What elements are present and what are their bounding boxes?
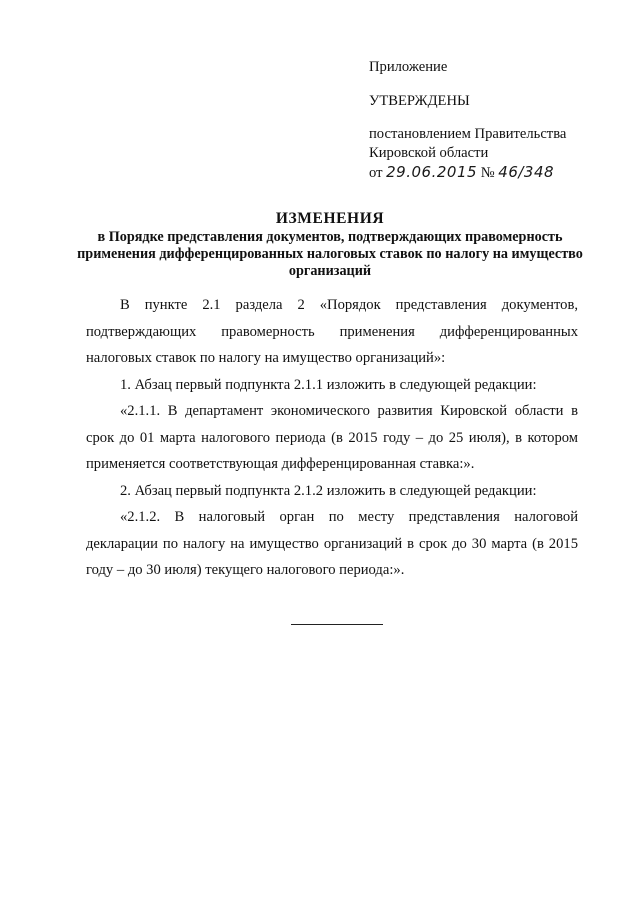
approved-by-line-2: Кировской области	[369, 145, 489, 161]
number-sign: №	[480, 165, 495, 181]
handwritten-date: 29.06.2015	[386, 163, 478, 181]
approved-label: УТВЕРЖДЕНЫ	[369, 93, 470, 109]
closing-divider	[291, 624, 383, 625]
paragraph-quote-2-1-2: «2.1.2. В налоговый орган по месту представления налоговой декларации по налогу на имущество организаций в срок до 30 марта (в 2015 году – до 30 июля) текущего налогового периода:».	[86, 509, 578, 578]
approved-by-line-1: постановлением Правительства	[369, 126, 567, 142]
from-prefix: от	[369, 165, 383, 181]
approval-block	[369, 58, 609, 183]
handwritten-number: 46/348	[498, 163, 555, 181]
paragraph-item-1: 1. Абзац первый подпункта 2.1.1 изложить в следующей редакции:	[120, 376, 537, 393]
document-title: ИЗМЕНЕНИЯ	[275, 210, 385, 227]
document-subtitle: в Порядке представления документов, подтверждающих правомерность применения дифференцированных налоговых ставок по налогу на имущество организаций	[77, 229, 583, 279]
paragraph-item-2: 2. Абзац первый подпункта 2.1.2 изложить в следующей редакции:	[120, 482, 537, 499]
approval-date-number	[369, 163, 609, 183]
document-body	[86, 292, 578, 584]
paragraph-quote-2-1-1: «2.1.1. В департамент экономического развития Кировской области в срок до 01 марта налогового периода (в 2015 году – до 25 июля), в котором применяется соответствующая дифференцированная ставка:».	[86, 403, 578, 472]
appendix-label: Приложение	[369, 59, 448, 75]
document-heading	[70, 210, 590, 280]
paragraph-intro: В пункте 2.1 раздела 2 «Порядок представления документов, подтверждающих правомерность применения дифференцированных налоговых ставок по налогу на имущество организаций»:	[86, 297, 578, 366]
